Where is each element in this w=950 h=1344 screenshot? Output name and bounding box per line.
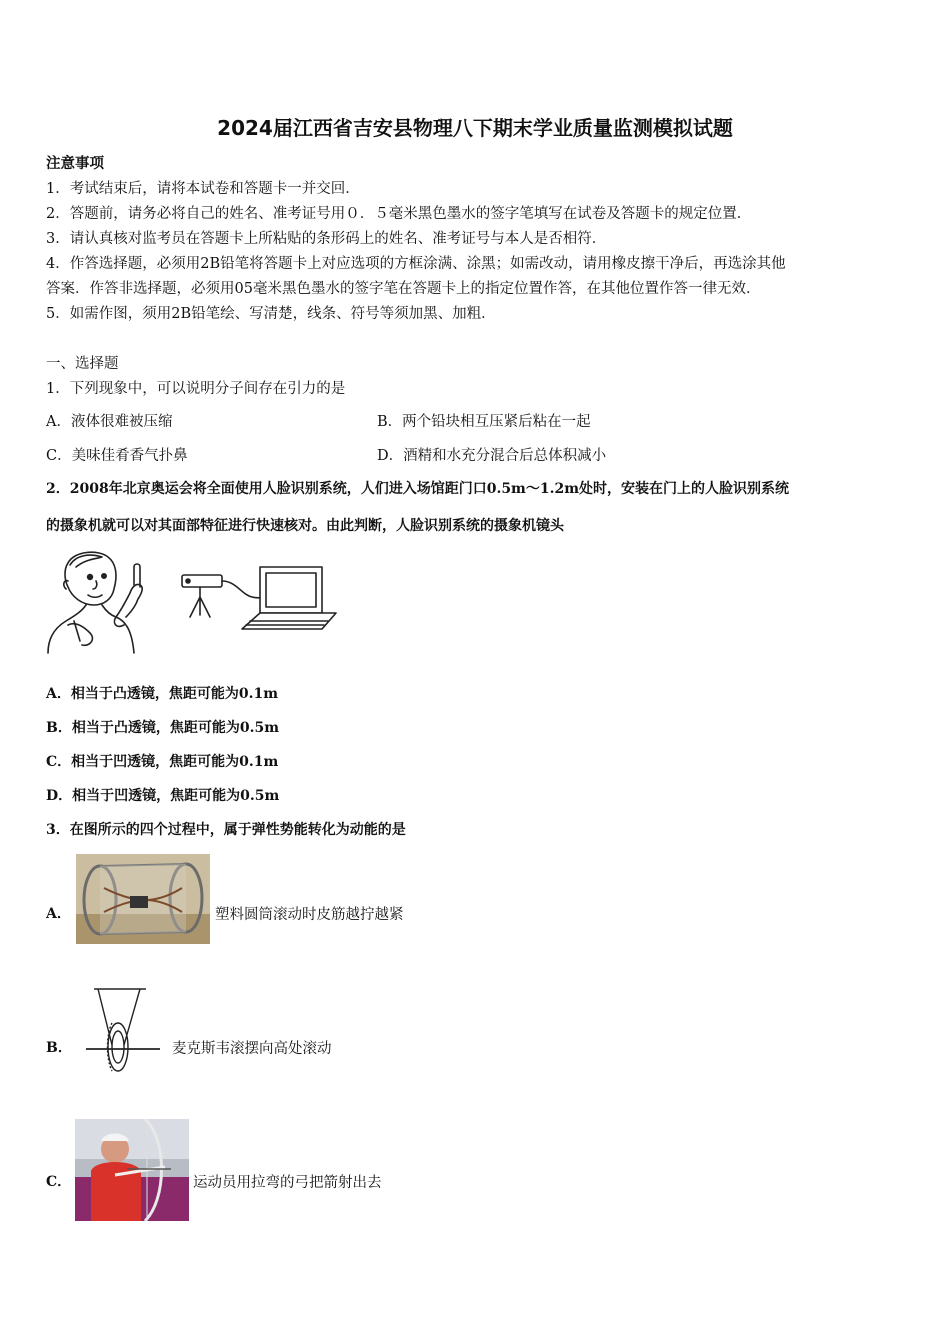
rolling-cylinder-photo [76,854,210,944]
notice-item: 1．考试结束后，请将本试卷和答题卡一并交回． [46,181,360,197]
question-2-stem-line1: 2．2008年北京奥运会将全面使用人脸识别系统，人们进入场馆距门口0.5m～1.2m处时，安装在门上的人脸识别系统 [46,481,790,497]
q1-option-a: A．液体很难被压缩 [46,414,173,430]
q3-option-a-label: A． [46,906,71,922]
q2-option-a: A．相当于凸透镜，焦距可能为0.1m [46,686,279,702]
notice-item: 2．答题前，请务必将自己的姓名、准考证号用０．５毫米黑色墨水的签字笔填写在试卷及答题卡的规定位置． [46,206,752,222]
q2-option-c: C．相当于凹透镜，焦距可能为0.1m [46,754,279,770]
notice-item: 3．请认真核对监考员在答题卡上所粘贴的条形码上的姓名、准考证号与本人是否相符． [46,231,607,247]
notice-item: 5．如需作图，须用2B铅笔绘、写清楚，线条、符号等须加黑、加粗． [46,306,496,322]
question-2-stem-line2: 的摄象机就可以对其面部特征进行快速核对。由此判断，人脸识别系统的摄象机镜头 [46,518,564,534]
q1-option-d: D．酒精和水充分混合后总体积减小 [377,448,607,464]
question-3-stem: 3．在图所示的四个过程中，属于弹性势能转化为动能的是 [46,822,406,838]
notice-item: 4．作答选择题，必须用2B铅笔将答题卡上对应选项的方框涂满、涂黑；如需改动，请用橡皮擦干净后，再选涂其他 [46,256,786,272]
section-heading: 一、选择题 [46,356,119,372]
q3-option-b-label: B． [46,1040,72,1056]
notice-item: 答案．作答非选择题，必须用05毫米黑色墨水的签字笔在答题卡上的指定位置作答，在其他位置作答一律无效． [46,281,761,297]
q3-option-c-text: 运动员用拉弯的弓把箭射出去 [193,1175,382,1191]
notice-heading: 注意事项 [46,155,104,172]
q2-option-b: B．相当于凸透镜，焦距可能为0.5m [46,720,280,736]
q3-option-b-text: 麦克斯韦滚摆向高处滚动 [172,1041,332,1057]
page-title: 2024届江西省吉安县物理八下期末学业质量监测模拟试题 [217,116,733,140]
q3-option-c-label: C． [46,1174,72,1190]
q1-option-c: C．美味佳肴香气扑鼻 [46,448,188,464]
archer-photo [75,1119,189,1221]
face-recognition-figure [46,545,338,655]
q3-option-a-text: 塑料圆筒滚动时皮筋越拧越紧 [215,907,404,923]
q1-option-b: B．两个铅块相互压紧后粘在一起 [377,414,591,430]
q2-option-d: D．相当于凹透镜，焦距可能为0.5m [46,788,280,804]
maxwell-wheel-figure [84,985,170,1081]
question-1-stem: 1．下列现象中，可以说明分子间存在引力的是 [46,381,346,397]
